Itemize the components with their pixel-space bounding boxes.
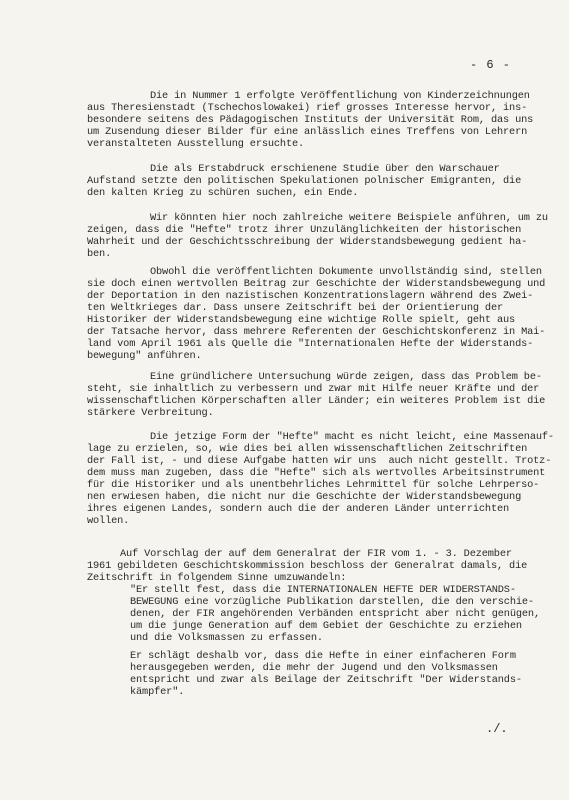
- text-line: nen erwiesen haben, die nicht nur die Geschichte der Widerstandsbewegung: [87, 491, 522, 503]
- text-line: lage zu erzielen, so, wie dies bei allen wissenschaftlichen Zeitschriften: [87, 443, 528, 455]
- text-line: steht, sie inhaltlich zu verbessern und zwar mit Hilfe neuer Kräfte und der: [87, 383, 540, 395]
- text-line: wissenschaftlichen Körperschaften aller Länder; ein weiteres Problem ist die: [87, 395, 546, 407]
- text-line: der Tatsache hervor, dass mehrere Referenten der Geschichtskonferenz in Mai-: [87, 326, 546, 338]
- text-line: ben.: [87, 248, 112, 260]
- text-line: Historiker der Widerstandsbewegung eine wichtige Rolle spielt, geht aus: [87, 314, 516, 326]
- text-line: denen, der FIR angehörenden Verbänden entspricht aber nicht genügen,: [130, 608, 540, 620]
- text-line: Wir könnten hier noch zahlreiche weitere Beispiele anführen, um zu: [150, 212, 548, 224]
- text-line: sie doch einen wertvollen Beitrag zur Geschichte der Widerstandsbewegung und: [87, 278, 546, 290]
- text-line: 1961 gebildeten Geschichtskommission beschloss der Generalrat damals, die: [87, 560, 528, 572]
- text-line: stärkere Verbreitung.: [87, 407, 214, 419]
- text-line: BEWEGUNG eine vorzügliche Publikation darstellen, die den verschie-: [130, 596, 534, 608]
- continuation-marker: ./.: [486, 722, 508, 736]
- text-line: zeigen, dass die "Hefte" trotz ihrer Unzulänglichkeiten der historischen: [87, 224, 522, 236]
- text-line: kämpfer".: [130, 686, 185, 698]
- text-line: Wahrheit und der Geschichtsschreibung der Widerstandsbewegung gedient ha-: [87, 236, 528, 248]
- text-line: und die Volksmassen zu erfassen.: [130, 632, 323, 644]
- text-line: dem muss man zugeben, dass die "Hefte" sich als wertvolles Arbeitsinstrument: [87, 467, 546, 479]
- text-line: der Deportation in den nazistischen Konzentrationslagern während des Zwei-: [87, 290, 534, 302]
- text-line: besondere seitens des Pädagogischen Instituts der Universität Rom, das uns: [87, 114, 534, 126]
- text-line: bewegung" anführen.: [87, 350, 202, 362]
- text-line: land vom April 1961 als Quelle die "Internationalen Hefte der Widerstands-: [87, 338, 534, 350]
- text-line: veranstalteten Ausstellung ersuchte.: [87, 138, 305, 150]
- text-line: Die als Erstabdruck erschienene Studie über den Warschauer: [150, 163, 500, 175]
- text-line: wollen.: [87, 515, 130, 527]
- text-line: Eine gründlichere Untersuchung würde zeigen, dass das Problem be-: [150, 371, 542, 383]
- text-line: Er schlägt deshalb vor, dass die Hefte in einer einfacheren Form: [130, 650, 516, 662]
- text-line: Zeitschrift in folgendem Sinne umzuwandeln:: [87, 572, 347, 584]
- page-number: - 6 -: [470, 58, 512, 72]
- text-line: Die in Nummer 1 erfolgte Veröffentlichung von Kinderzeichnungen: [150, 90, 530, 102]
- text-line: herausgegeben werden, die mehr der Jugend und den Volksmassen: [130, 662, 498, 674]
- text-line: Auf Vorschlag der auf dem Generalrat der FIR vom 1. - 3. Dezember: [120, 548, 512, 560]
- text-line: Aufstand setzte den politischen Spekulationen polnischer Emigranten, die: [87, 175, 522, 187]
- text-line: ihres eigenen Landes, sondern auch die der anderen Länder unterrichten: [87, 503, 510, 515]
- text-line: Die jetzige Form der "Hefte" macht es nicht leicht, eine Massenauf-: [150, 431, 554, 443]
- text-line: Obwohl die veröffentlichten Dokumente unvollständig sind, stellen: [150, 266, 542, 278]
- text-line: für die Historiker und als unentbehrliches Lehrmittel für solche Lehrperso-: [87, 479, 540, 491]
- text-line: "Er stellt fest, dass die INTERNATIONALEN HEFTE DER WIDERSTANDS-: [130, 584, 516, 596]
- text-line: ten Weltkrieges dar. Dass unsere Zeitschrift bei der Orientierung der: [87, 302, 504, 314]
- text-line: um Zusendung dieser Bilder für eine anlässlich eines Treffens von Lehrern: [87, 126, 528, 138]
- text-line: der Fall ist, - und diese Aufgabe hatten wir uns auch nicht gestellt. Trotz-: [87, 455, 552, 467]
- text-line: den kalten Krieg zu schüren suchen, ein Ende.: [87, 187, 359, 199]
- text-line: entspricht und zwar als Beilage der Zeitschrift "Der Widerstands-: [130, 674, 522, 686]
- text-line: um die junge Generation auf dem Gebiet der Geschichte zu erziehen: [130, 620, 522, 632]
- text-line: aus Theresienstadt (Tschechoslowakei) rief grosses Interesse hervor, ins-: [87, 102, 528, 114]
